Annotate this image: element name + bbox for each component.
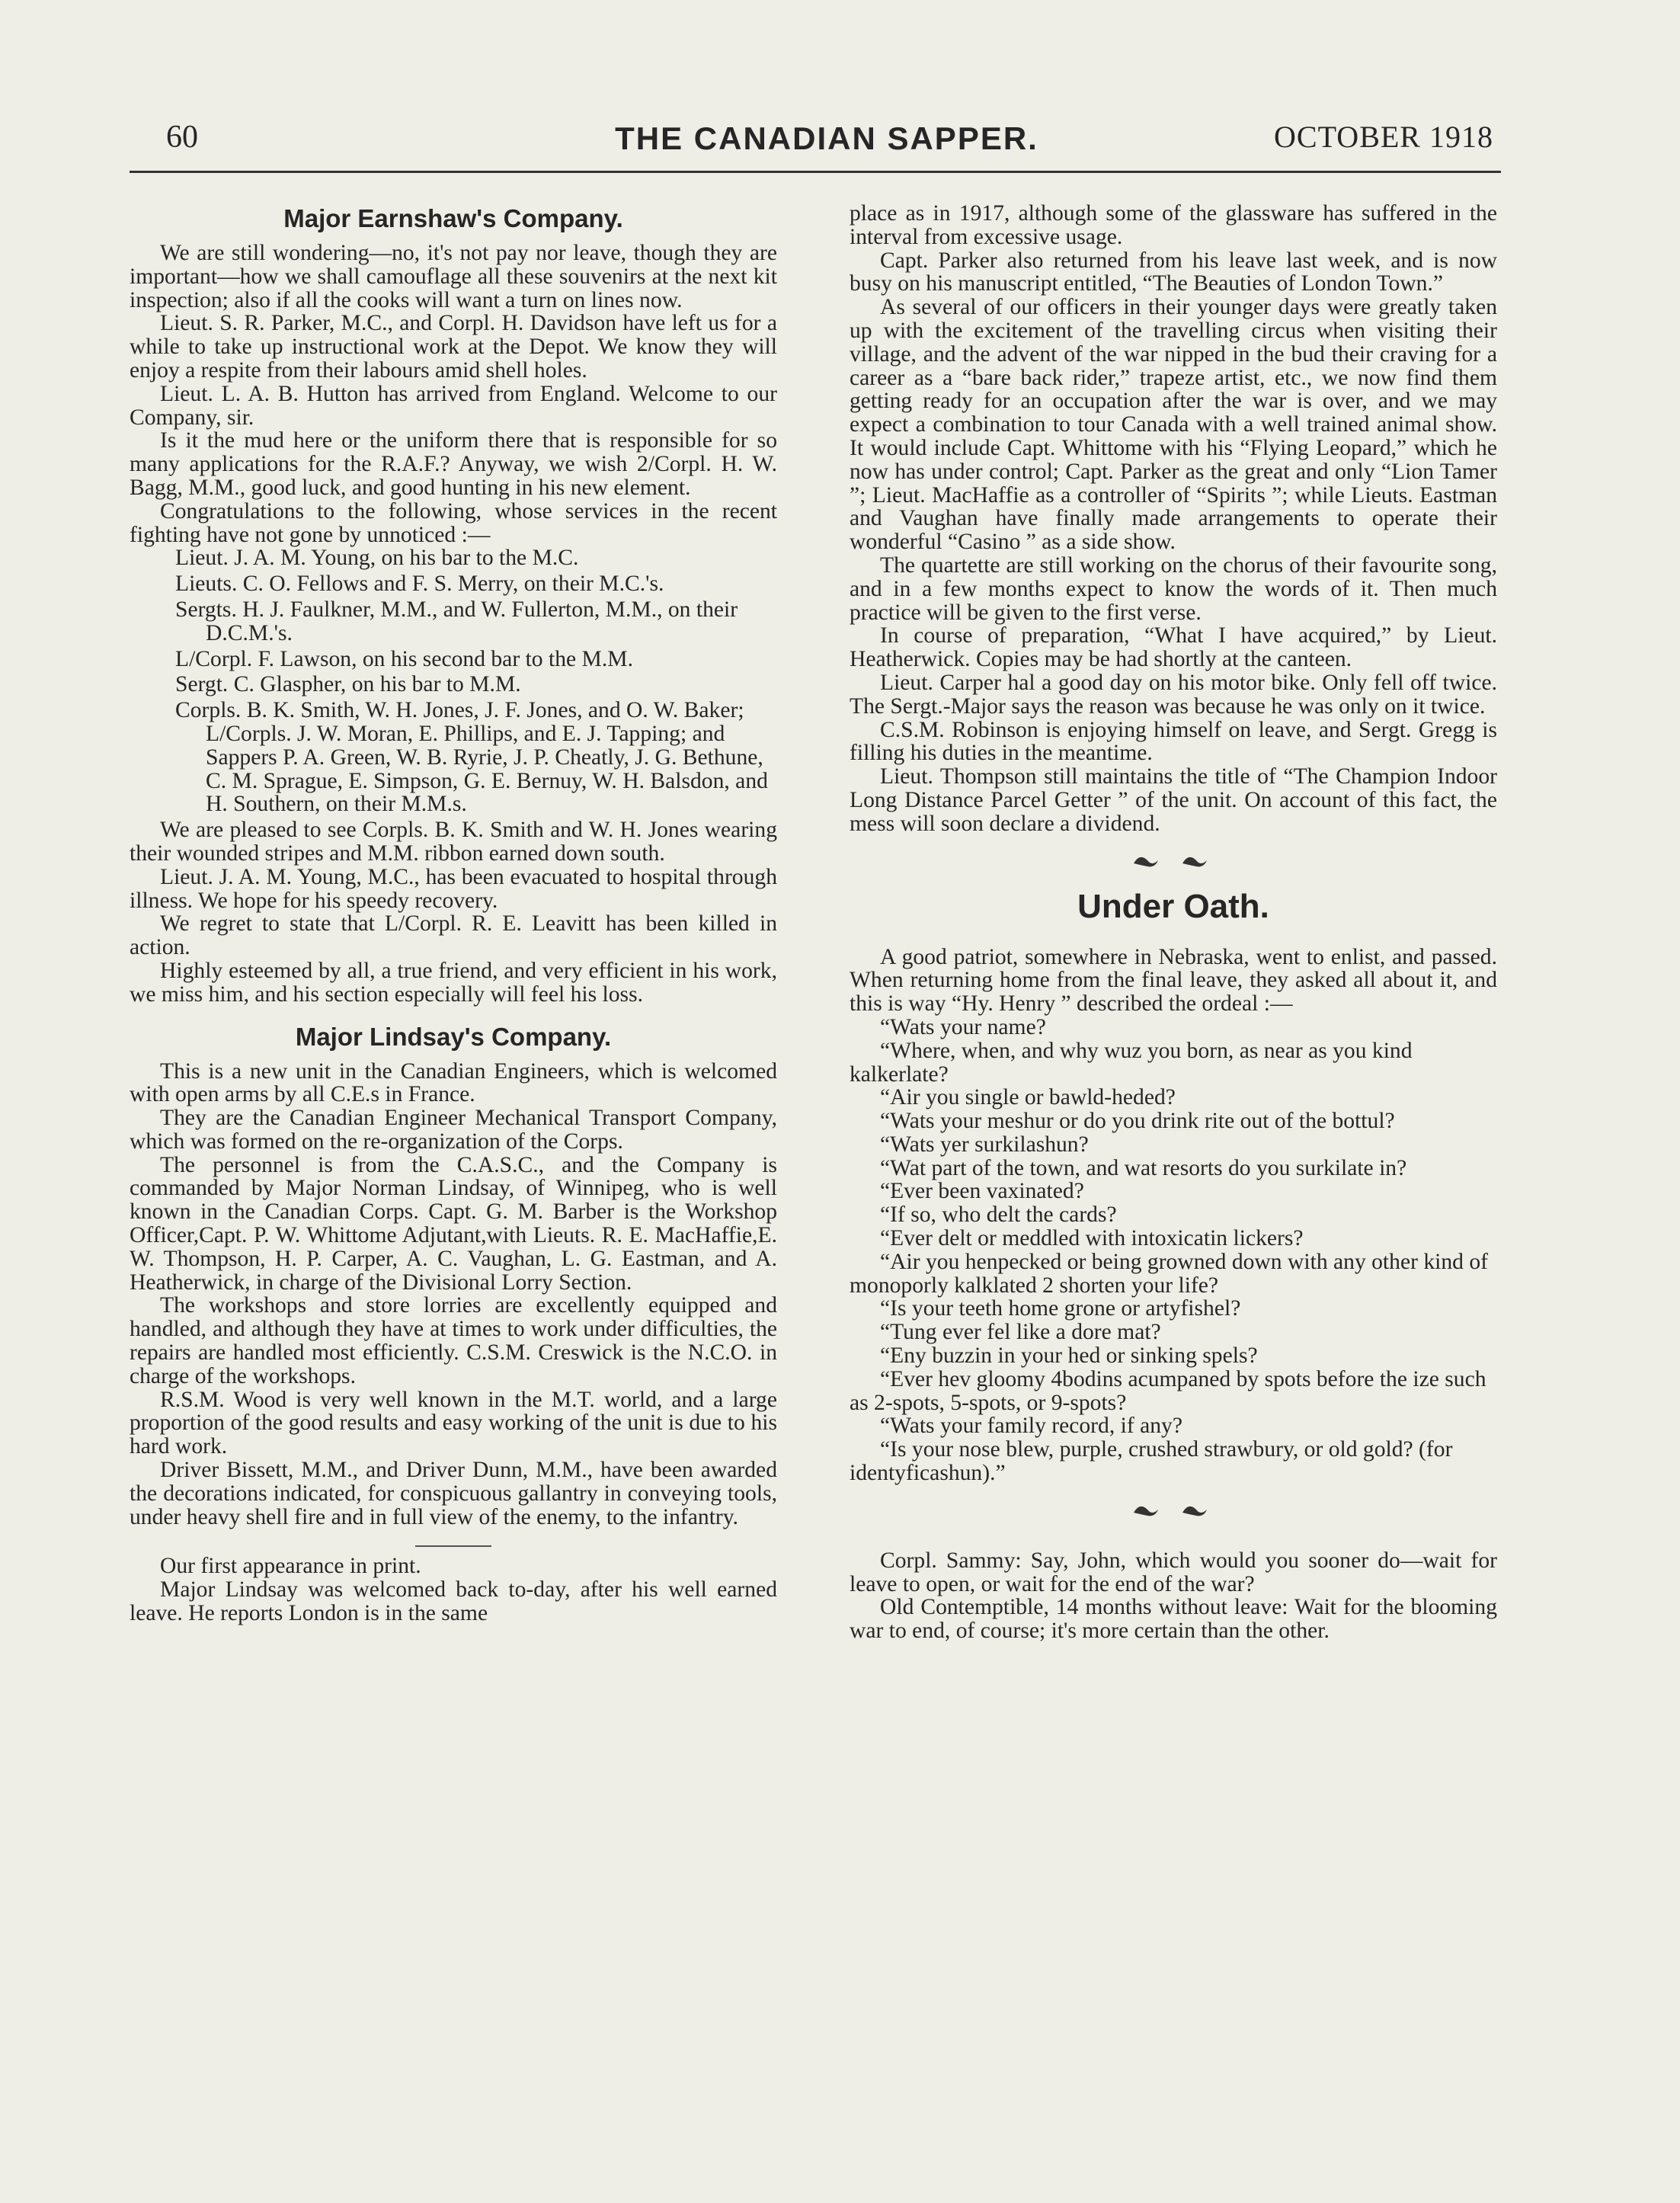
honours-item: Lieuts. C. O. Fellows and F. S. Merry, on their M.C.'s. bbox=[175, 572, 664, 597]
page-number: 60 bbox=[166, 120, 198, 155]
paragraph: They are the Canadian Engineer Mechanical Transport Company, which was formed on the re-organization of the Corps. bbox=[130, 1106, 777, 1154]
paragraph: We are still wondering—no, it's not pay nor leave, though they are important—how we shall camouflage all these souvenirs at the next kit inspection; also if all the cooks will want a turn on lines now. bbox=[130, 241, 777, 312]
paragraph: Driver Bissett, M.M., and Driver Dunn, M.M., have been awarded the decorations indicated, for conspicuous gallantry in conveying tools, under heavy shell fire and in full view of the enemy, to the infantry. bbox=[130, 1458, 777, 1529]
paragraph: Congratulations to the following, whose services in the recent fighting have not gone by unnoticed :— bbox=[130, 498, 777, 547]
ornament-divider-icon bbox=[850, 1499, 1497, 1522]
paragraph: In course of preparation, “What I have acquired,” by Lieut. Heatherwick. Copies may be had shortly at the canteen. bbox=[850, 623, 1497, 672]
header-rule bbox=[130, 171, 1501, 173]
question-line: “If so, who delt the cards? bbox=[880, 1202, 1117, 1228]
question-line: “Wat part of the town, and wat resorts do you surkilate in? bbox=[880, 1155, 1407, 1180]
paragraph: We regret to state that L/Corpl. R. E. Leavitt has been killed in action. bbox=[130, 911, 777, 960]
paragraph: Highly esteemed by all, a true friend, and very efficient in his work, we miss him, and his section especially will feel his loss. bbox=[130, 958, 777, 1007]
question-line: “Ever been vaxinated? bbox=[880, 1179, 1084, 1204]
paragraph: R.S.M. Wood is very well known in the M.T. world, and a large proportion of the good results and easy working of the unit is due to his hard work. bbox=[130, 1387, 777, 1459]
honours-list bbox=[130, 546, 777, 816]
question-line: “Tung ever fel like a dore mat? bbox=[880, 1320, 1161, 1345]
paragraph: The workshops and store lorries are excellently equipped and handled, and although they have at times to work under difficulties, the repairs are handled most efficiently. C.S.M. Creswick is the N.C.O. in charge of the workshops. bbox=[130, 1293, 777, 1388]
paragraph: Lieut. L. A. B. Hutton has arrived from England. Welcome to our Company, sir. bbox=[130, 381, 777, 430]
question-line: “Wats your meshur or do you drink rite out of the bottul? bbox=[880, 1109, 1395, 1134]
paragraph: Our first appearance in print. bbox=[160, 1554, 421, 1579]
question-line: “Wats your family record, if any? bbox=[880, 1414, 1182, 1439]
paragraph: Lieut. J. A. M. Young, M.C., has been evacuated to hospital through illness. We hope for his speedy recovery. bbox=[130, 864, 777, 913]
honours-item: Corpls. B. K. Smith, W. H. Jones, J. F. Jones, and O. W. Baker; L/Corpls. J. W. Moran, E. Phillips, and E. J. Tapping; and Sappers P. A. Green, W. B. Ryrie, J. P. Cheatly, J. G. Bethune, C. M. Sprague, E. Simpson, G. E. Bernuy, W. H. Balsdon, and H. Southern, on their M.M.s. bbox=[175, 698, 768, 817]
honours-item: L/Corpl. F. Lawson, on his second bar to the M.M. bbox=[175, 646, 633, 671]
paragraph: Old Contemptible, 14 months without leave: Wait for the blooming war to end, of course; it's more certain than the other. bbox=[850, 1595, 1497, 1644]
paragraph: As several of our officers in their younger days were greatly taken up with the excitement of the travelling circus when visiting their village, and the advent of the war nipped in the bud their craving for a career as a “bare back rider,” trapeze artist, etc., we now find them getting ready for an occupation after the war is over, and we may expect a combination to tour Canada with a well trained animal show. It would include Capt. Whittome with his “Flying Leopard,” which he now has under control; Capt. Parker as the great and only “Lion Tamer ”; Lieut. MacHaffie as a controller of “Spirits ”; while Lieuts. Eastman and Vaughan have finally made arrangements to operate their wonderful “Casino ” as a side show. bbox=[850, 295, 1497, 555]
question-line: “Eny buzzin in your hed or sinking spels? bbox=[880, 1343, 1258, 1369]
paragraph: We are pleased to see Corpls. B. K. Smith and W. H. Jones wearing their wounded stripes and M.M. ribbon earned down south. bbox=[130, 818, 777, 866]
paragraph: Corpl. Sammy: Say, John, which would you sooner do—wait for leave to open, or wait for the end of the war? bbox=[850, 1548, 1497, 1596]
section-heading-earnshaw: Major Earnshaw's Company. bbox=[283, 204, 623, 232]
paragraph: A good patriot, somewhere in Nebraska, went to enlist, and passed. When returning home from the final leave, they asked all about it, and this is way “Hy. Henry ” described the ordeal :— bbox=[850, 944, 1497, 1017]
question-line: “Is your teeth home grone or artyfishel? bbox=[880, 1296, 1241, 1321]
paragraph: The personnel is from the C.A.S.C., and the Company is commanded by Major Norman Lindsay, of Winnipeg, who is well known in the Canadian Corps. Capt. G. M. Barber is the Workshop Officer,Capt. P. W. Whittome Adjutant,with Lieuts. R. E. MacHaffie,E. W. Thompson, H. P. Carper, A. C. Vaughan, L. G. Eastman, and A. Heatherwick, in charge of the Divisional Lorry Section. bbox=[130, 1152, 777, 1295]
question-line: “Air you single or bawld-heded? bbox=[880, 1085, 1176, 1110]
left-column bbox=[130, 202, 777, 1625]
question-line: “Air you henpecked or being growned down with any other kind of monoporly kalklated 2 shorten your life? bbox=[850, 1249, 1489, 1298]
article-title-under-oath: Under Oath. bbox=[1077, 887, 1269, 925]
paragraph: The quartette are still working on the chorus of their favourite song, and in a few months expect to know the words of it. Then much practice will be given to the first verse. bbox=[850, 552, 1497, 625]
question-line: “Where, when, and why wuz you born, as near as you kind kalkerlate? bbox=[850, 1038, 1413, 1087]
question-line: “Ever hev gloomy 4bodins acumpaned by spots before the ize such as 2-spots, 5-spots, or 9-spots? bbox=[850, 1366, 1486, 1415]
masthead-title: THE CANADIAN SAPPER. bbox=[615, 120, 1038, 156]
paragraph: place as in 1917, although some of the glassware has suffered in the interval from excessive usage. bbox=[850, 201, 1497, 249]
paragraph: Lieut. S. R. Parker, M.C., and Corpl. H. Davidson have left us for a while to take up instructional work at the Depot. We know they will enjoy a respite from their labours amid shell holes. bbox=[130, 311, 777, 383]
ornament-divider-icon bbox=[850, 850, 1497, 873]
question-line: “Wats your name? bbox=[880, 1014, 1046, 1039]
paragraph: Major Lindsay was welcomed back to-day, after his well earned leave. He reports London is in the same bbox=[130, 1577, 777, 1626]
section-heading-lindsay: Major Lindsay's Company. bbox=[295, 1022, 612, 1051]
honours-item: Sergts. H. J. Faulkner, M.M., and W. Fullerton, M.M., on their D.C.M.'s. bbox=[175, 597, 738, 645]
paragraph: Capt. Parker also returned from his leave last week, and is now busy on his manuscript entitled, “The Beauties of London Town.” bbox=[850, 248, 1497, 296]
honours-item: Lieut. J. A. M. Young, on his bar to the M.C. bbox=[175, 546, 579, 571]
right-column bbox=[850, 202, 1497, 1643]
short-divider-rule bbox=[415, 1545, 491, 1547]
honours-item: Sergt. C. Glaspher, on his bar to M.M. bbox=[175, 672, 521, 697]
question-line: “Is your nose blew, purple, crushed strawbury, or old gold? (for identyficashun).” bbox=[850, 1437, 1453, 1486]
page-header bbox=[160, 114, 1493, 168]
question-line: “Wats yer surkilashun? bbox=[880, 1132, 1089, 1157]
paragraph: C.S.M. Robinson is enjoying himself on leave, and Sergt. Gregg is filling his duties in the meantime. bbox=[850, 717, 1497, 766]
paragraph: This is a new unit in the Canadian Engineers, which is welcomed with open arms by all C.E.s in France. bbox=[130, 1058, 777, 1107]
issue-date: OCTOBER 1918 bbox=[1274, 120, 1493, 154]
paragraph: Lieut. Thompson still maintains the title of “The Champion Indoor Long Distance Parcel Getter ” of the unit. On account of this fact, the mess will soon declare a dividend. bbox=[850, 764, 1497, 836]
question-line: “Ever delt or meddled with intoxicatin lickers? bbox=[880, 1226, 1304, 1251]
paragraph: Lieut. Carper hal a good day on his motor bike. Only fell off twice. The Sergt.-Major says the reason was because he was only on it twice. bbox=[850, 670, 1497, 719]
paragraph: Is it the mud here or the uniform there that is responsible for so many applications for the R.A.F.? Anyway, we wish 2/Corpl. H. W. Bagg, M.M., good luck, and good hunting in his new element. bbox=[130, 428, 777, 500]
